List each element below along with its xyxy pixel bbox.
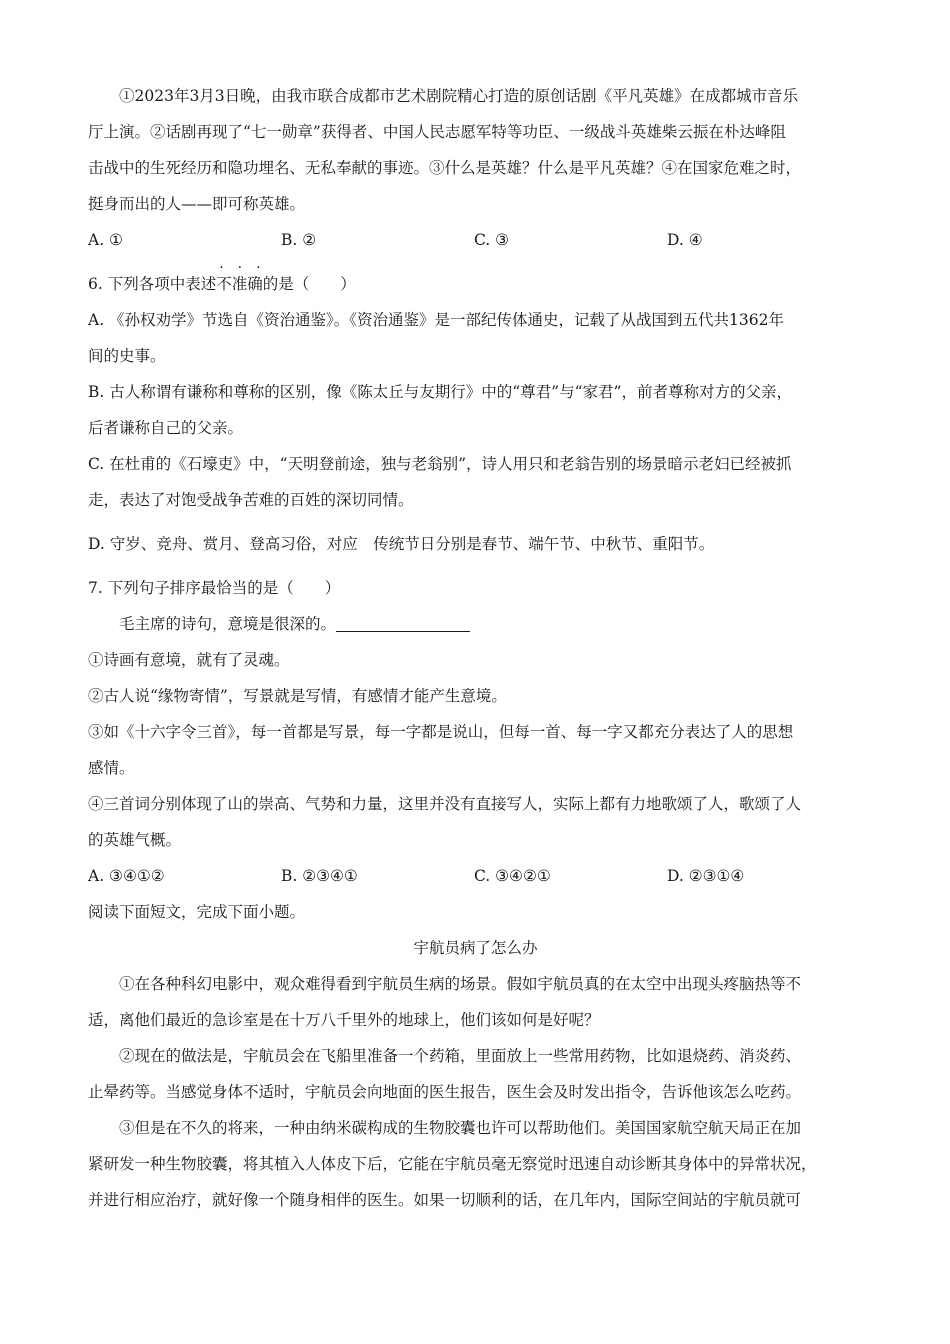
q6-option-c[interactable]: [88, 446, 863, 518]
q5-option-b[interactable]: B. ②: [281, 231, 317, 249]
article-paragraph-2: [88, 1038, 863, 1110]
q6-option-a-line: A. 《孙权劝学》节选自《资治通鉴》。《资治通鉴》是一部纪传体通史，记载了从战国到五代共1362年: [88, 311, 784, 329]
reading-instruction: 阅读下面短文，完成下面小题。: [88, 903, 306, 921]
q6-stem-tail: 的是（ ）: [262, 275, 356, 293]
q6-option-a[interactable]: [88, 302, 863, 374]
q7-item-3: [88, 714, 863, 786]
q7-option-b[interactable]: B. ②③④①: [281, 867, 358, 885]
q6-option-a-line: 间的史事。: [88, 347, 166, 365]
article-line: 紧研发一种生物胶囊，将其植入人体皮下后，它能在宇航员毫无察觉时迅速自动诊断其身体中的异常状况，: [88, 1155, 817, 1173]
q7-lead: [88, 606, 863, 642]
article-line: ①在各种科幻电影中，观众难得看到宇航员生病的场景。假如宇航员真的在太空中出现头疼脑热等不: [119, 975, 802, 993]
q7-item-1: ①诗画有意境，就有了灵魂。: [88, 651, 290, 669]
q6-option-c-line: 走，表达了对饱受战争苦难的百姓的深切同情。: [88, 491, 414, 509]
q7-item-3-line: 感情。: [88, 759, 135, 777]
q7-stem: 7. 下列句子排序最恰当的是（ ）: [88, 579, 341, 597]
q7-options: [88, 858, 863, 894]
article-title: 宇航员病了怎么办: [413, 939, 538, 957]
q7-lead-text: 毛主席的诗句，意境是很深的。: [119, 615, 337, 633]
q5-option-c[interactable]: C. ③: [474, 231, 510, 249]
q7-item-4: [88, 786, 863, 858]
q5-option-d[interactable]: D. ④: [667, 231, 703, 249]
q7-item-2: ②古人说“缘物寄情”，写景就是写情，有感情才能产生意境。: [88, 687, 507, 705]
q6-option-b[interactable]: [88, 374, 863, 446]
passage-line: 挺身而出的人——即可称英雄。: [88, 195, 306, 213]
article-paragraph-1: [88, 966, 863, 1038]
q6-option-b-line: B. 古人称谓有谦称和尊称的区别，像《陈太丘与友期行》中的“尊君”与“家君”，前者尊称对方的父亲，: [88, 383, 792, 401]
q6-stem-text: 6. 下列各项中表述: [88, 275, 217, 293]
q7-option-d[interactable]: D. ②③①④: [667, 867, 745, 885]
article-paragraph-3: [88, 1110, 863, 1218]
article-line: 止晕药等。当感觉身体不适时，宇航员会向地面的医生报告，医生会及时发出指令，告诉他该怎么吃药。: [88, 1083, 802, 1101]
article-line: 并进行相应治疗，就好像一个随身相伴的医生。如果一切顺利的话，在几年内，国际空间站的宇航员就可: [88, 1191, 802, 1209]
q7-option-a[interactable]: A. ③④①②: [88, 867, 165, 885]
passage-q5: [88, 78, 863, 222]
q5-options: [88, 222, 863, 258]
q6-emphasis: · · · 不准确: [216, 275, 263, 293]
article-line: ②现在的做法是，宇航员会在飞船里准备一个药箱，里面放上一些常用药物，比如退烧药、消炎药、: [119, 1047, 802, 1065]
fill-blank: [336, 613, 470, 632]
q7-option-c[interactable]: C. ③④②①: [474, 867, 551, 885]
passage-line: ①2023年3月3日晚，由我市联合成都市艺术剧院精心打造的原创话剧《平凡英雄》在成都城市音乐: [119, 87, 799, 105]
article-line: 适，离他们最近的急诊室是在十万八千里外的地球上，他们该如何是好呢？: [88, 1011, 600, 1029]
document-page: [88, 78, 863, 1218]
q6-stem: [88, 266, 863, 302]
q6-option-c-line: C. 在杜甫的《石壕吏》中，“天明登前途，独与老翁别”，诗人用只和老翁告别的场景暗示老妇已经被抓: [88, 455, 792, 473]
q6-option-d[interactable]: D. 守岁、竞舟、赏月、登高习俗，对应 传统节日分别是春节、端午节、中秋节、重阳节。: [88, 535, 715, 553]
article-line: ③但是在不久的将来，一种由纳米碳构成的生物胶囊也许可以帮助他们。美国国家航空航天局正在加: [119, 1119, 802, 1137]
q5-option-a[interactable]: A. ①: [88, 231, 123, 249]
passage-line: 厅上演。②话剧再现了“七一勋章”获得者、中国人民志愿军特等功臣、一级战斗英雄柴云振在朴达峰阻: [88, 123, 786, 141]
q7-item-3-line: ③如《十六字令三首》，每一首都是写景，每一字都是说山，但每一首、每一字又都充分表达了人的思想: [88, 723, 794, 741]
q7-item-4-line: ④三首词分别体现了山的崇高、气势和力量，这里并没有直接写人，实际上都有力地歌颂了人，歌颂了人: [88, 795, 802, 813]
passage-line: 击战中的生死经历和隐功埋名、无私奉献的事迹。③什么是英雄？什么是平凡英雄？④在国家危难之时，: [88, 159, 802, 177]
q6-option-b-line: 后者谦称自己的父亲。: [88, 419, 244, 437]
q7-item-4-line: 的英雄气概。: [88, 831, 182, 849]
